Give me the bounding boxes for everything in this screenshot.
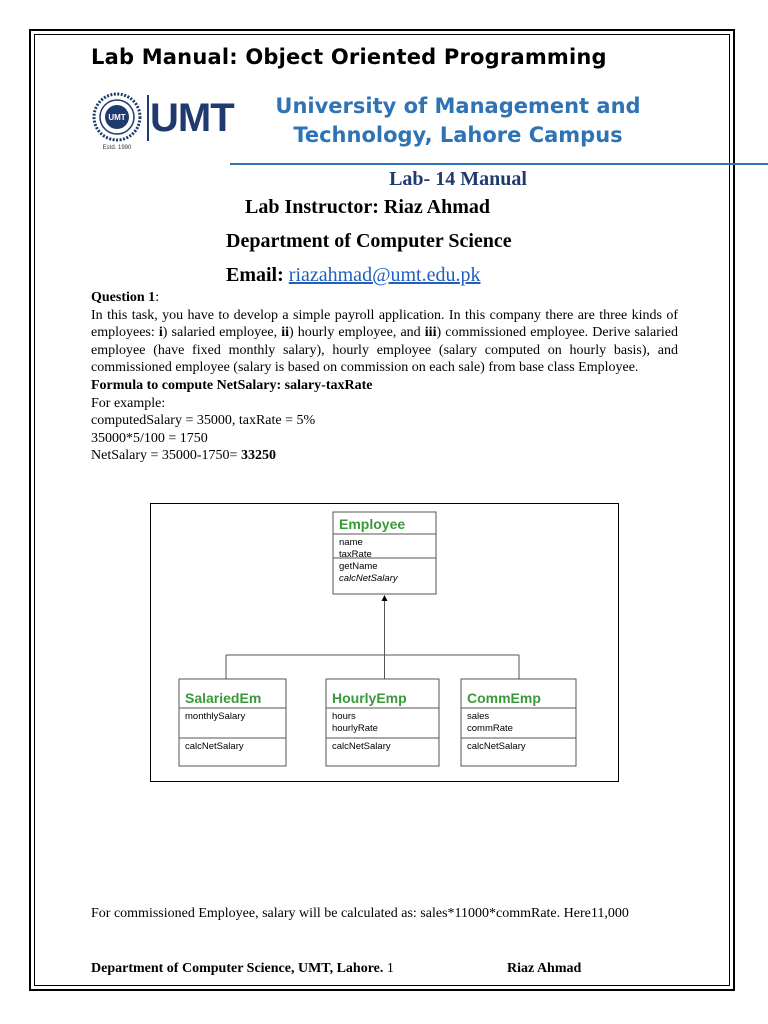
commission-employee-attr-1: commRate [467,723,513,734]
hourly-employee-attr-1: hourlyRate [332,723,378,734]
commission-note: For commissioned Employee, salary will be calculated as: sales*11000*commRate. Here11,000 [91,906,629,921]
commission-employee-name: CommEmp [467,690,541,706]
footer-department-text: Department of Computer Science, UMT, Lahore. [91,961,384,976]
lab-title: Lab- 14 Manual [389,168,527,190]
hourly-employee-method-0: calcNetSalary [332,741,391,752]
employee-name: Employee [339,516,406,532]
employee-method-0: getName [339,561,378,572]
footer-department [91,961,394,977]
example-line-3: NetSalary = 35000-1750= 33250 [91,448,276,464]
employee-attr-1: taxRate [339,549,372,560]
email-link[interactable]: riazahmad@umt.edu.pk [288,264,481,286]
email-line [226,264,480,287]
question-paragraph: In this task, you have to develop a simple payroll application. In this company there are three kinds of employees: i) salaried employee, ii) hourly employee, and iii) commissioned employee. Derive salaried employee (have fixed monthly salary), hourly employee (salary computed on hourly basis), and commissioned employee (salary is based on commission on each sale) from base class Employee. [91,307,678,376]
department-name: Department of Computer Science [226,230,512,252]
example-line-1: computedSalary = 35000, taxRate = 5% [91,413,316,429]
commission-employee-method-0: calcNetSalary [467,741,526,752]
hourly-employee-attr-0: hours [332,711,356,722]
header-rule [230,163,768,165]
inheritance-arrowhead [382,595,388,601]
seal-est-text: Estd. 1990 [102,145,132,151]
seal-text: UMT [108,113,126,122]
logo-divider [147,95,149,141]
salaried-employee-name: SalariedEm [185,690,262,706]
employee-attr-0: name [339,537,363,548]
umt-wordmark: UMT [150,96,234,140]
manual-title: Lab Manual: Object Oriented Programming [91,45,607,69]
commission-employee-attr-0: sales [467,711,490,722]
example-label: For example: [91,395,166,411]
footer-page-number: 1 [386,961,394,976]
university-name [258,92,658,150]
salaried-employee-method-0: calcNetSalary [185,741,244,752]
question-section [91,289,678,465]
lab-instructor: Lab Instructor: Riaz Ahmad [245,196,491,218]
uml-svg [151,504,618,781]
example-line-2: 35000*5/100 = 1750 [91,430,208,446]
umt-seal-logo [91,92,143,152]
salaried-employee-attr-0: monthlySalary [185,711,246,722]
university-name-line2: Technology, Lahore Campus [293,123,623,147]
email-label: Email: [226,264,284,286]
uml-class-diagram [150,503,619,782]
footer-author: Riaz Ahmad [507,961,582,976]
hourly-employee-name: HourlyEmp [332,690,407,706]
university-name-line1: University of Management and [275,94,641,118]
employee-method-1: calcNetSalary [339,573,398,584]
question-heading: Question 1: [91,290,160,305]
formula-heading: Formula to compute NetSalary: salary-taxRate [91,377,373,393]
